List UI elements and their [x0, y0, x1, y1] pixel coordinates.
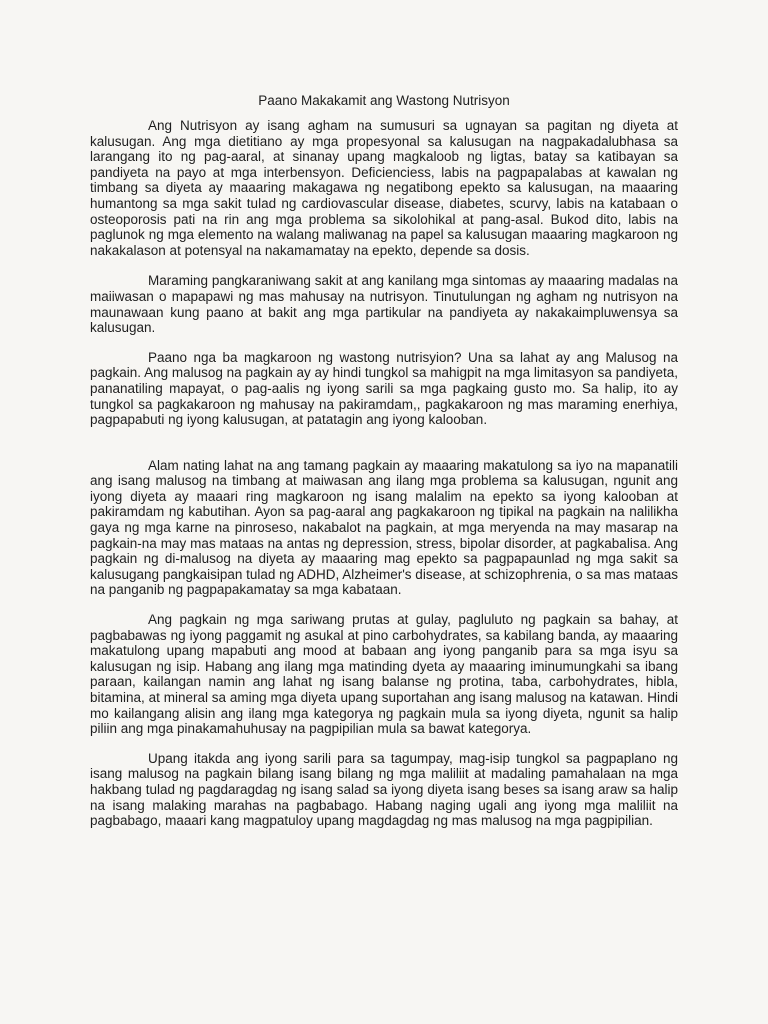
paragraph-1: Ang Nutrisyon ay isang agham na sumusuri sa ugnayan sa pagitan ng diyeta at kalusugan. Ang mga dietitiano ay mga propesyonal sa kalusugan na nagpakadalubhasa sa larangang ito ng pag-aaral, at sinanay upang magkaloob ng ligtas, batay sa katibayan sa pandiyeta na payo at mga interbensyon. Deficienciess, labis na pagpapalabas at kawalan ng timbang sa diyeta ay maaaring makagawa ng negatibong epekto sa kalusugan, na maaaring humantong sa mga sakit tulad ng cardiovascular disease, diabetes, scurvy, labis na katabaan o osteoporosis pati na rin ang mga problema sa sikolohikal at pang-asal. Bukod dito, labis na paglunok ng mga elemento na walang maliwanag na papel sa kalusugan maaaring magkaroon ng nakakalason at potensyal na nakamamatay na epekto, depende sa dosis. — [90, 118, 678, 258]
paragraph-5: Ang pagkain ng mga sariwang prutas at gulay, pagluluto ng pagkain sa bahay, at pagbabawas ng iyong paggamit ng asukal at pino carbohydrates, sa kabilang banda, ay maaaring makatulong upang mapabuti ang mood at babaan ang iyong panganib para sa mga isyu sa kalusugan ng isip. Habang ang ilang mga matinding dyeta ay maaaring iminumungkahi sa ibang paraan, kailangan namin ang lahat ng isang balanse ng protina, taba, carbohydrates, hibla, bitamina, at mineral sa aming mga diyeta upang suportahan ang isang malusog na katawan. Hindi mo kailangang alisin ang ilang mga kategorya ng pagkain mula sa iyong diyeta, ngunit sa halip piliin ang mga pinakamahuhusay na pagpipilian mula sa bawat kategorya. — [90, 612, 678, 737]
paragraph-2: Maraming pangkaraniwang sakit at ang kanilang mga sintomas ay maaaring madalas na maiiwasan o mapapawi ng mas mahusay na nutrisyon. Tinutulungan ng agham ng nutrisyon na maunawaan kung paano at bakit ang mga partikular na pandiyeta ay nakakaimpluwensya sa kalusugan. — [90, 273, 678, 336]
document-title: Paano Makakamit ang Wastong Nutrisyon — [258, 93, 510, 108]
paragraph-4: Alam nating lahat na ang tamang pagkain ay maaaring makatulong sa iyo na mapanatili ang isang malusog na timbang at maiwasan ang ilang mga problema sa kalusugan, ngunit ang iyong diyeta ay maaari ring magkaroon ng isang malalim na epekto sa iyong kalooban at pakiramdam ng kabutihan. Ayon sa pag-aaral ang pagkakaroon ng tipikal na pagkain na nalilikha gaya ng mga karne na pinroseso, nakabalot na pagkain, at mga meryenda na may masarap na pagkain-na may mas mataas na antas ng depression, stress, bipolar disorder, at pagkabalisa. Ang pagkain ng di-malusog na diyeta ay maaaring mag epekto sa pagpapaunlad ng mga sakit sa kalusugang pangkaisipan tulad ng ADHD, Alzheimer's disease, at schizophrenia, o sa mas mataas na panganib ng pagpapakamatay sa mga kabataan. — [90, 457, 678, 598]
paragraph-6: Upang itakda ang iyong sarili para sa tagumpay, mag-isip tungkol sa pagpaplano ng isang malusog na pagkain bilang isang bilang ng mga maliliit at madaling pamahalaan na mga hakbang tulad ng pagdaragdag ng isang salad sa iyong diyeta isang beses sa isang araw sa halip na isang malaking marahas na pagbabago. Habang naging ugali ang iyong mga maliliit na pagbabago, maaari kang magpatuloy upang magdagdag ng mas malusog na mga pagpipilian. — [90, 750, 678, 829]
paragraph-3: Paano nga ba magkaroon ng wastong nutrisyion? Una sa lahat ay ang Malusog na pagkain. Ang malusog na pagkain ay ay hindi tungkol sa mahigpit na mga limitasyon sa pandiyeta, pananatiling mapayat, o pag-aalis ng iyong sarili sa mga pagkaing gusto mo. Sa halip, ito ay tungkol sa pagkakaroon ng mahusay na pakiramdam,, pagkakaroon ng mas maraming enerhiya, pagpapabuti ng iyong kalusugan, at patatagin ang iyong kalooban. — [90, 349, 678, 428]
